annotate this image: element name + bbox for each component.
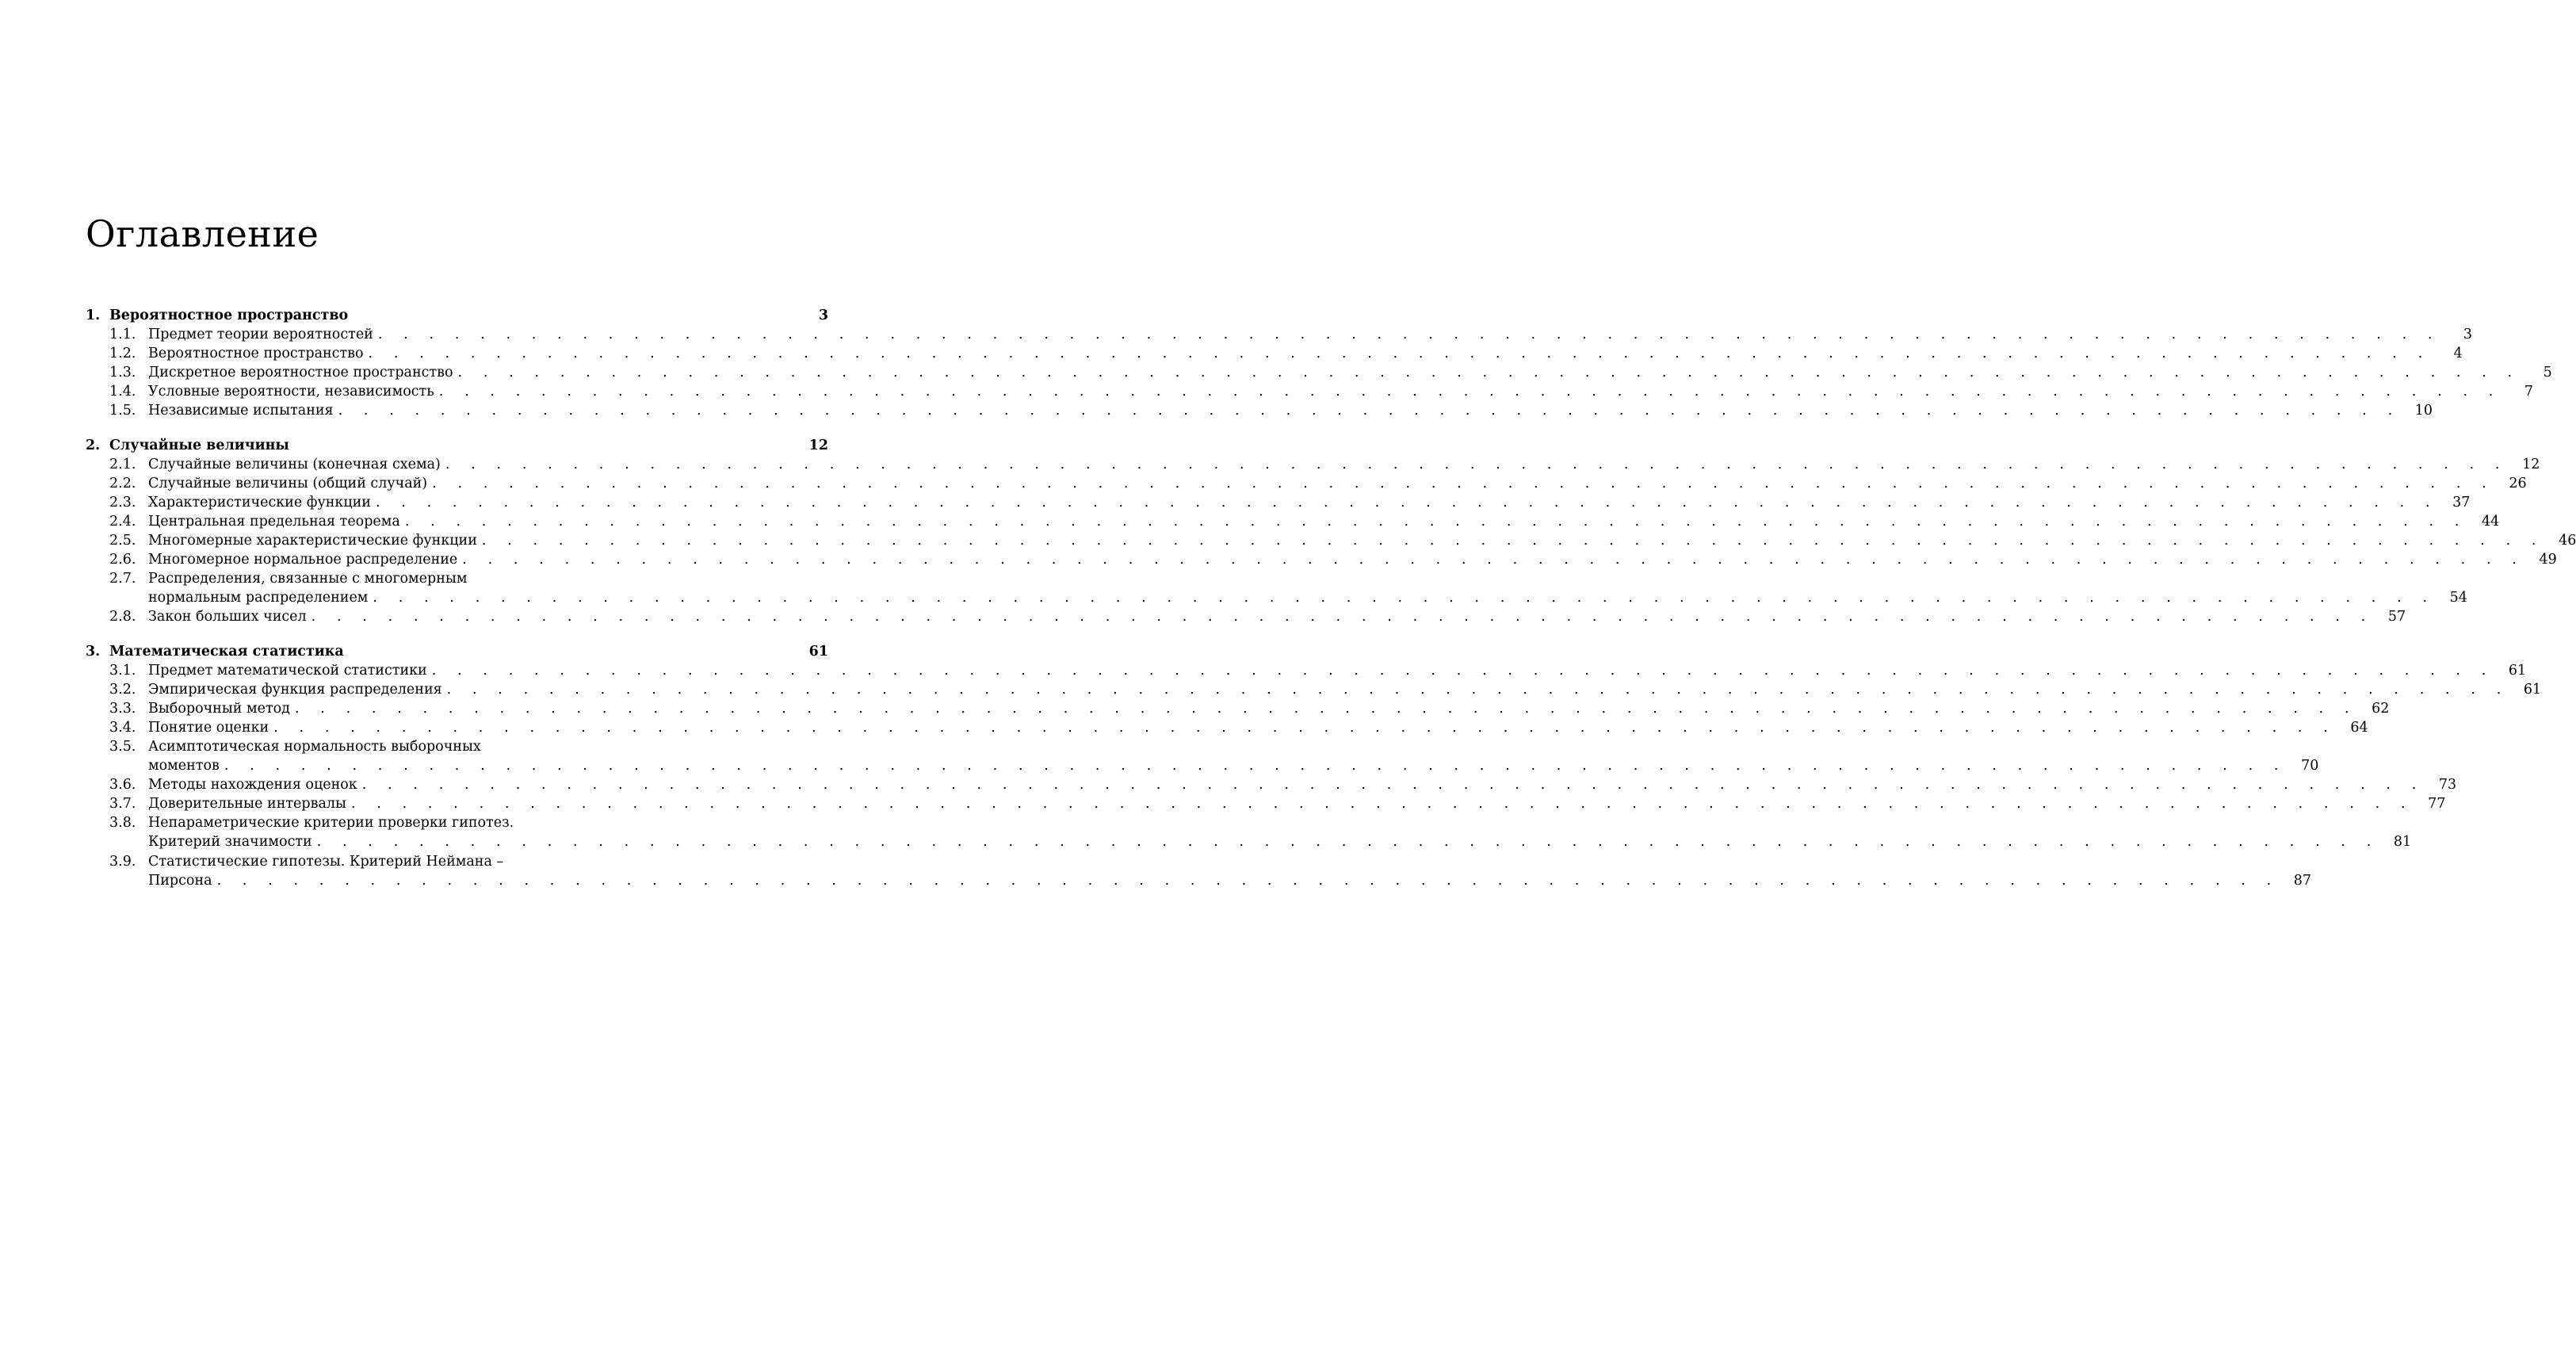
dot-leader: . . . . . . . . . . . . . . . . . . . . . . . . . . . . . . . . . . . . . . . . . . . . . . . . . . . . . . . . . . . . . . . . . . . . . . . . . . . . . . . . . [431,662,2494,679]
section-title: Предмет теории вероятностей [148,327,373,343]
section-page-number: 12 [2522,456,2540,472]
toc-section-entry[interactable] [86,493,2471,512]
section-number: 2.1. [109,456,136,472]
section-title: Многомерное нормальное распределение [148,552,458,568]
section-page-number: 62 [2372,700,2390,717]
dot-leader: . . . . . . . . . . . . . . . . . . . . . . . . . . . . . . . . . . . . . . . . . . . . . . . . . . . . . . . . . . . . . . . . . . . . . . . . . . . . . . . . . [338,403,2401,419]
section-title: Многомерные характеристические функции [148,533,477,549]
toc-section-continuation[interactable] [148,832,2412,851]
section-page-number: 4 [2453,346,2463,362]
toc-section-entry[interactable] [86,474,2527,493]
chapter-page-number: 12 [808,437,828,453]
toc-section-entry[interactable] [86,363,2552,382]
toc-section-entry[interactable] [86,531,2576,550]
section-page-number: 44 [2482,513,2500,530]
section-page-number: 37 [2452,494,2471,510]
toc-chapter [86,436,2576,627]
section-title: Непараметрические критерии проверки гипотез. [148,815,514,832]
section-page-number: 7 [2524,384,2533,400]
section-page-number: 73 [2438,777,2457,793]
section-page-number: 10 [2414,403,2433,419]
section-title: Асимптотическая нормальность выборочных [148,738,481,755]
section-number: 2.8. [109,609,136,625]
chapter-number: 2. [86,437,101,453]
section-page-number: 81 [2393,834,2412,851]
toc-section-continuation[interactable] [148,871,2312,890]
section-number: 2.5. [109,533,136,549]
chapter-number: 1. [86,308,101,323]
dot-leader: . . . . . . . . . . . . . . . . . . . . . . . . . . . . . . . . . . . . . . . . . . . . . . . . . . . . . . . . . . . . . . . . . . . . . . . . . . . . . . . . . [375,494,2439,510]
dot-leader: . . . . . . . . . . . . . . . . . . . . . . . . . . . . . . . . . . . . . . . . . . . . . . . . . . . . . . . . . . . . . . . . . . . . . . . . . . . . . . . . . [445,456,2509,472]
section-title: Закон больших чисел [148,609,307,625]
toc-section-entry[interactable] [86,455,2540,474]
toc-section-entry[interactable] [86,737,828,756]
toc-section-entry[interactable] [86,325,2473,344]
section-page-number: 77 [2428,796,2446,813]
dot-leader: . . . . . . . . . . . . . . . . . . . . . . . . . . . . . . . . . . . . . . . . . . . . . . . . . . . . . . . . . . . . . . . . . . . . . . . . . . . . . . . . . [216,872,2280,889]
section-number: 1.5. [109,403,136,419]
table-of-contents [86,306,2576,905]
section-page-number: 3 [2463,327,2473,343]
section-number: 3.9. [109,853,136,870]
toc-section-entry[interactable] [86,512,2500,531]
dot-leader: . . . . . . . . . . . . . . . . . . . . . . . . . . . . . . . . . . . . . . . . . . . . . . . . . . . . . . . . . . . . . . . . . . . . . . . . . . . . . . . . . [438,384,2501,400]
section-title: Вероятностное пространство [148,346,364,362]
dot-leader: . . . . . . . . . . . . . . . . . . . . . . . . . . . . . . . . . . . . . . . . . . . . . . . . . . . . . . . . . . . . . . . . . . . . . . . . . . . . . . . . . [446,681,2509,698]
section-number: 3.8. [109,815,136,832]
dot-leader: . . . . . . . . . . . . . . . . . . . . . . . . . . . . . . . . . . . . . . . . . . . . . . . . . . . . . . . . . . . . . . . . . . . . . . . . . . . . . . . . . [350,796,2414,813]
chapter-title: Вероятностное пространство [109,308,349,323]
section-page-number: 64 [2350,719,2368,736]
toc-section-entry[interactable] [86,852,828,871]
toc-chapter-entry[interactable] [86,436,828,455]
section-title-continuation: Пирсона [148,872,212,889]
chapter-page-number: 61 [808,643,828,660]
toc-section-entry[interactable] [86,401,2433,420]
section-number: 3.3. [109,700,136,717]
dot-leader: . . . . . . . . . . . . . . . . . . . . . . . . . . . . . . . . . . . . . . . . . . . . . . . . . . . . . . . . . . . . . . . . . . . . . . . . . . . . . . . . . [377,327,2441,343]
section-title: Условные вероятности, независимость [148,384,434,400]
section-title: Понятие оценки [148,719,269,736]
section-number: 2.7. [109,571,136,587]
dot-leader: . . . . . . . . . . . . . . . . . . . . . . . . . . . . . . . . . . . . . . . . . . . . . . . . . . . . . . . . . . . . . . . . . . . . . . . . . . . . . . . . . [404,513,2468,530]
section-number: 2.3. [109,494,136,510]
section-title: Выборочный метод [148,700,290,717]
dot-leader: . . . . . . . . . . . . . . . . . . . . . . . . . . . . . . . . . . . . . . . . . . . . . . . . . . . . . . . . . . . . . . . . . . . . . . . . . . . . . . . . . [316,834,2379,851]
toc-section-continuation[interactable] [148,756,2319,775]
chapter-title: Случайные величины [109,437,289,453]
section-number: 1.1. [109,327,136,343]
section-page-number: 26 [2509,475,2527,491]
toc-chapter-entry[interactable] [86,306,828,325]
section-title: Методы нахождения оценок [148,777,357,793]
section-page-number: 70 [2301,758,2319,774]
dot-leader: . . . . . . . . . . . . . . . . . . . . . . . . . . . . . . . . . . . . . . . . . . . . . . . . . . . . . . . . . . . . . . . . . . . . . . . . . . . . . . . . . [457,365,2521,381]
section-title: Предмет математической статистики [148,662,427,679]
section-title: Характеристические функции [148,494,371,510]
section-title: Распределения, связанные с многомерным [148,571,468,587]
toc-section-entry[interactable] [86,813,828,832]
section-page-number: 49 [2539,552,2557,568]
dot-leader: . . . . . . . . . . . . . . . . . . . . . . . . . . . . . . . . . . . . . . . . . . . . . . . . . . . . . . . . . . . . . . . . . . . . . . . . . . . . . . . . . [368,346,2431,362]
section-number: 3.5. [109,738,136,755]
dot-leader: . . . . . . . . . . . . . . . . . . . . . . . . . . . . . . . . . . . . . . . . . . . . . . . . . . . . . . . . . . . . . . . . . . . . . . . . . . . . . . . . . [273,719,2337,736]
section-title: Независимые испытания [148,403,334,419]
dot-leader: . . . . . . . . . . . . . . . . . . . . . . . . . . . . . . . . . . . . . . . . . . . . . . . . . . . . . . . . . . . . . . . . . . . . . . . . . . . . . . . . . [294,700,2358,717]
section-number: 1.2. [109,346,136,362]
section-number: 3.7. [109,796,136,813]
page-title: Оглавление [86,212,319,255]
chapter-title: Математическая статистика [109,643,344,660]
section-number: 1.3. [109,365,136,381]
chapter-number: 3. [86,643,101,660]
toc-section-entry[interactable] [86,775,2457,794]
toc-chapter [86,306,2552,421]
toc-section-entry[interactable] [86,382,2533,401]
dot-leader: . . . . . . . . . . . . . . . . . . . . . . . . . . . . . . . . . . . . . . . . . . . . . . . . . . . . . . . . . . . . . . . . . . . . . . . . . . . . . . . . . [373,590,2436,606]
toc-section-entry[interactable] [86,794,2446,813]
section-number: 2.6. [109,552,136,568]
dot-leader: . . . . . . . . . . . . . . . . . . . . . . . . . . . . . . . . . . . . . . . . . . . . . . . . . . . . . . . . . . . . . . . . . . . . . . . . . . . . . . . . . [481,533,2545,549]
toc-section-entry[interactable] [86,607,2406,626]
section-page-number: 87 [2293,872,2312,889]
section-title: Центральная предельная теорема [148,513,400,530]
section-number: 3.1. [109,662,136,679]
chapter-page-number: 3 [818,308,828,323]
section-number: 1.4. [109,384,136,400]
dot-leader: . . . . . . . . . . . . . . . . . . . . . . . . . . . . . . . . . . . . . . . . . . . . . . . . . . . . . . . . . . . . . . . . . . . . . . . . . . . . . . . . . [361,777,2425,793]
toc-section-entry[interactable] [86,569,828,588]
section-number: 2.2. [109,475,136,491]
dot-leader: . . . . . . . . . . . . . . . . . . . . . . . . . . . . . . . . . . . . . . . . . . . . . . . . . . . . . . . . . . . . . . . . . . . . . . . . . . . . . . . . . [462,552,2525,568]
section-title-continuation: Критерий значимости [148,834,312,851]
section-title-continuation: нормальным распределением [148,590,369,606]
dot-leader: . . . . . . . . . . . . . . . . . . . . . . . . . . . . . . . . . . . . . . . . . . . . . . . . . . . . . . . . . . . . . . . . . . . . . . . . . . . . . . . . . [311,609,2374,625]
toc-section-entry[interactable] [86,661,2527,680]
section-title: Статистические гипотезы. Критерий Неймана – [148,853,504,870]
section-page-number: 5 [2543,365,2552,381]
toc-section-entry[interactable] [86,718,2368,737]
toc-section-entry[interactable] [86,699,2390,718]
section-title: Случайные величины (конечная схема) [148,456,441,472]
section-page-number: 54 [2449,590,2467,606]
toc-section-entry[interactable] [86,680,2542,699]
dot-leader: . . . . . . . . . . . . . . . . . . . . . . . . . . . . . . . . . . . . . . . . . . . . . . . . . . . . . . . . . . . . . . . . . . . . . . . . . . . . . . . . . [432,475,2495,491]
toc-section-entry[interactable] [86,550,2557,569]
section-title: Доверительные интервалы [148,796,346,813]
section-page-number: 61 [2508,662,2527,679]
section-title: Случайные величины (общий случай) [148,475,428,491]
toc-chapter-entry[interactable] [86,642,828,661]
toc-section-entry[interactable] [86,344,2463,363]
section-page-number: 57 [2387,609,2406,625]
section-page-number: 46 [2559,533,2576,549]
toc-chapter [86,642,2542,890]
section-number: 2.4. [109,513,136,530]
section-number: 3.4. [109,719,136,736]
section-title: Эмпирическая функция распределения [148,681,442,698]
dot-leader: . . . . . . . . . . . . . . . . . . . . . . . . . . . . . . . . . . . . . . . . . . . . . . . . . . . . . . . . . . . . . . . . . . . . . . . . . . . . . . . . . [224,758,2287,774]
section-title: Дискретное вероятностное пространство [148,365,453,381]
section-title-continuation: моментов [148,758,220,774]
section-number: 3.2. [109,681,136,698]
section-number: 3.6. [109,777,136,793]
section-page-number: 61 [2523,681,2542,698]
toc-section-continuation[interactable] [148,588,2467,607]
